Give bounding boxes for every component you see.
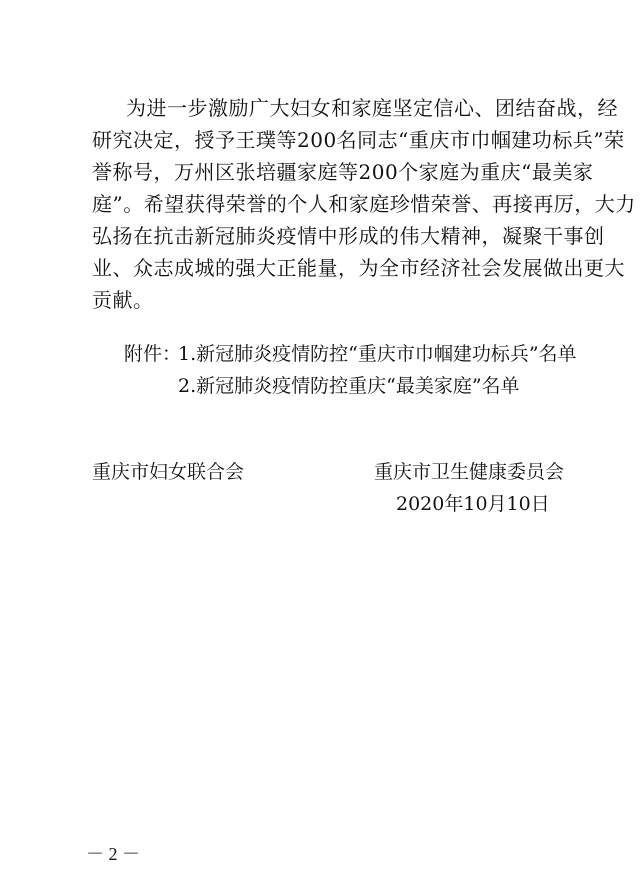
signature-date: 2020年10月10日 [396, 493, 550, 515]
page-number: － 2 － [86, 844, 140, 864]
attachment-item-1: 1.新冠肺炎疫情防控“重庆市巾帼建功标兵”名单 [178, 343, 577, 365]
attachment-label: 附件： [124, 343, 182, 365]
body-line-5: 弘扬在抗击新冠肺炎疫情中形成的伟大精神，凝聚干事创 [92, 224, 605, 248]
body-line-3: 誉称号，万州区张培疆家庭等200个家庭为重庆“最美家 [92, 160, 594, 184]
attachment-item-2: 2.新冠肺炎疫情防控重庆“最美家庭”名单 [178, 375, 520, 397]
body-line-2: 研究决定，授予王璞等200名同志“重庆市巾帼建功标兵”荣 [92, 128, 625, 152]
body-line-7: 贡献。 [92, 288, 154, 312]
body-line-1: 为进一步激励广大妇女和家庭坚定信心、团结奋战，经 [126, 96, 618, 120]
signature-right: 重庆市卫生健康委员会 [374, 461, 565, 483]
signature-left: 重庆市妇女联合会 [92, 461, 245, 483]
body-line-4: 庭”。希望获得荣誉的个人和家庭珍惜荣誉、再接再厉，大力 [92, 192, 636, 216]
body-line-6: 业、众志成城的强大正能量，为全市经济社会发展做出更大 [92, 256, 625, 280]
